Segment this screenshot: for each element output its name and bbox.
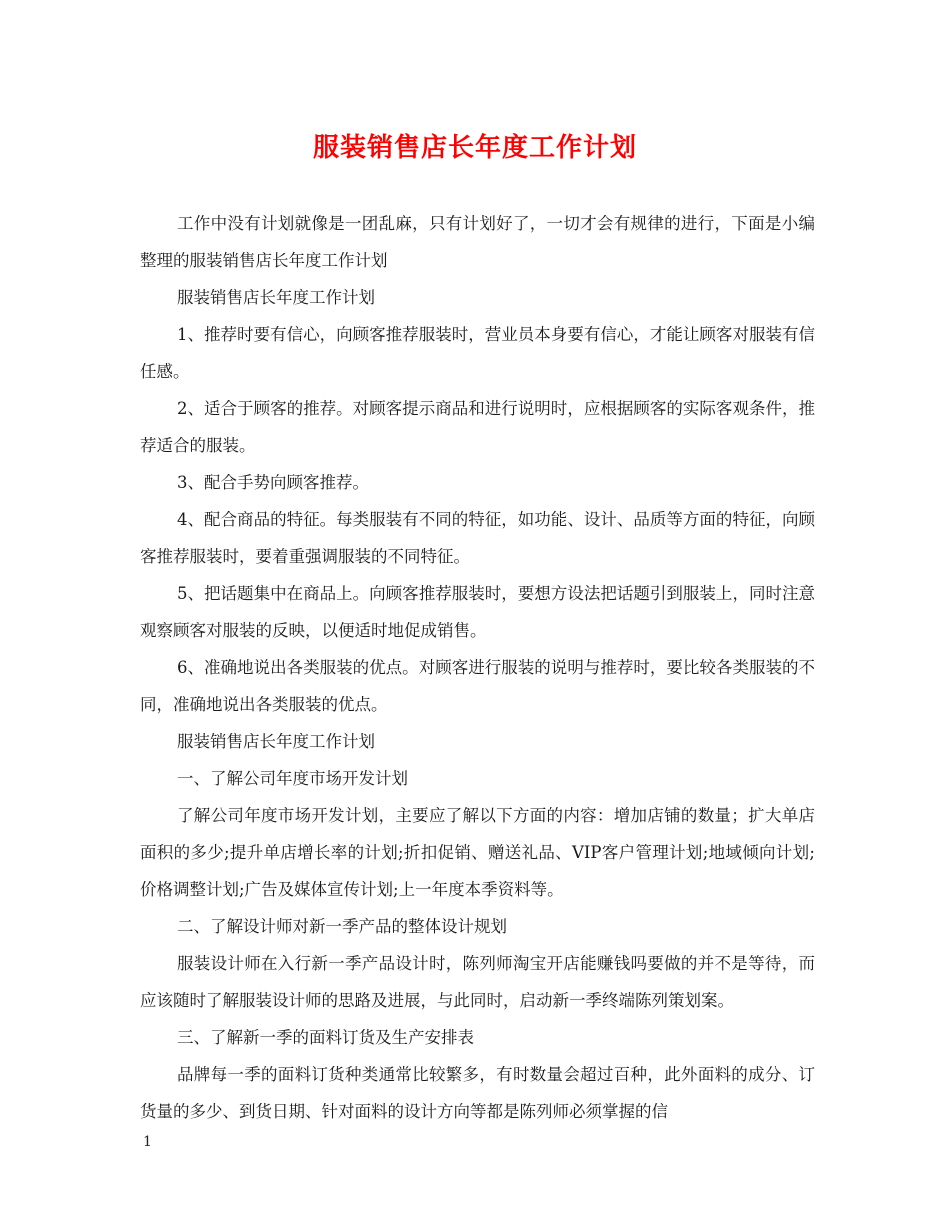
paragraph-item-6: 6、准确地说出各类服装的优点。对顾客进行服装的说明与推荐时，要比较各类服装的不同，准确地说出各类服装的优点。 [140, 658, 815, 714]
document-body [140, 205, 815, 1130]
paragraph-heading: 服装销售店长年度工作计划 [177, 288, 375, 307]
paragraph-item-3: 3、配合手势向顾客推荐。 [177, 473, 369, 492]
paragraph-item-1: 1、推荐时要有信心，向顾客推荐服装时，营业员本身要有信心，才能让顾客对服装有信任感。 [140, 325, 815, 381]
paragraph-item-2: 2、适合于顾客的推荐。对顾客提示商品和进行说明时，应根据顾客的实际客观条件，推荐适合的服装。 [140, 399, 815, 455]
paragraph-item-5: 5、把话题集中在商品上。向顾客推荐服装时，要想方设法把话题引到服装上，同时注意观察顾客对服装的反映，以便适时地促成销售。 [140, 584, 815, 640]
paragraph-heading-2: 服装销售店长年度工作计划 [177, 732, 375, 751]
paragraph-intro: 工作中没有计划就像是一团乱麻，只有计划好了，一切才会有规律的进行，下面是小编整理的服装销售店长年度工作计划 [140, 214, 815, 270]
document-title: 服装销售店长年度工作计划 [312, 133, 637, 163]
section-heading-1: 一、了解公司年度市场开发计划 [177, 769, 408, 788]
paragraph-section-3: 品牌每一季的面料订货种类通常比较繁多，有时数量会超过百种，此外面料的成分、订货量的多少、到货日期、针对面料的设计方向等都是陈列师必须掌握的信 [140, 1065, 815, 1121]
section-heading-2: 二、了解设计师对新一季产品的整体设计规划 [177, 917, 507, 936]
paragraph-section-1: 了解公司年度市场开发计划，主要应了解以下方面的内容：增加店铺的数量；扩大单店面积的多少;提升单店增长率的计划;折扣促销、赠送礼品、VIP客户管理计划;地域倾向计划;价格调整计划;广告及媒体宣传计划;上一年度本季资料等。 [140, 806, 815, 899]
page-number: 1 [143, 1134, 152, 1150]
paragraph-item-4: 4、配合商品的特征。每类服装有不同的特征，如功能、设计、品质等方面的特征，向顾客推荐服装时，要着重强调服装的不同特征。 [140, 510, 815, 566]
paragraph-section-2: 服装设计师在入行新一季产品设计时，陈列师淘宝开店能赚钱吗要做的并不是等待，而应该随时了解服装设计师的思路及进展，与此同时，启动新一季终端陈列策划案。 [140, 954, 815, 1010]
section-heading-3: 三、了解新一季的面料订货及生产安排表 [177, 1028, 474, 1047]
